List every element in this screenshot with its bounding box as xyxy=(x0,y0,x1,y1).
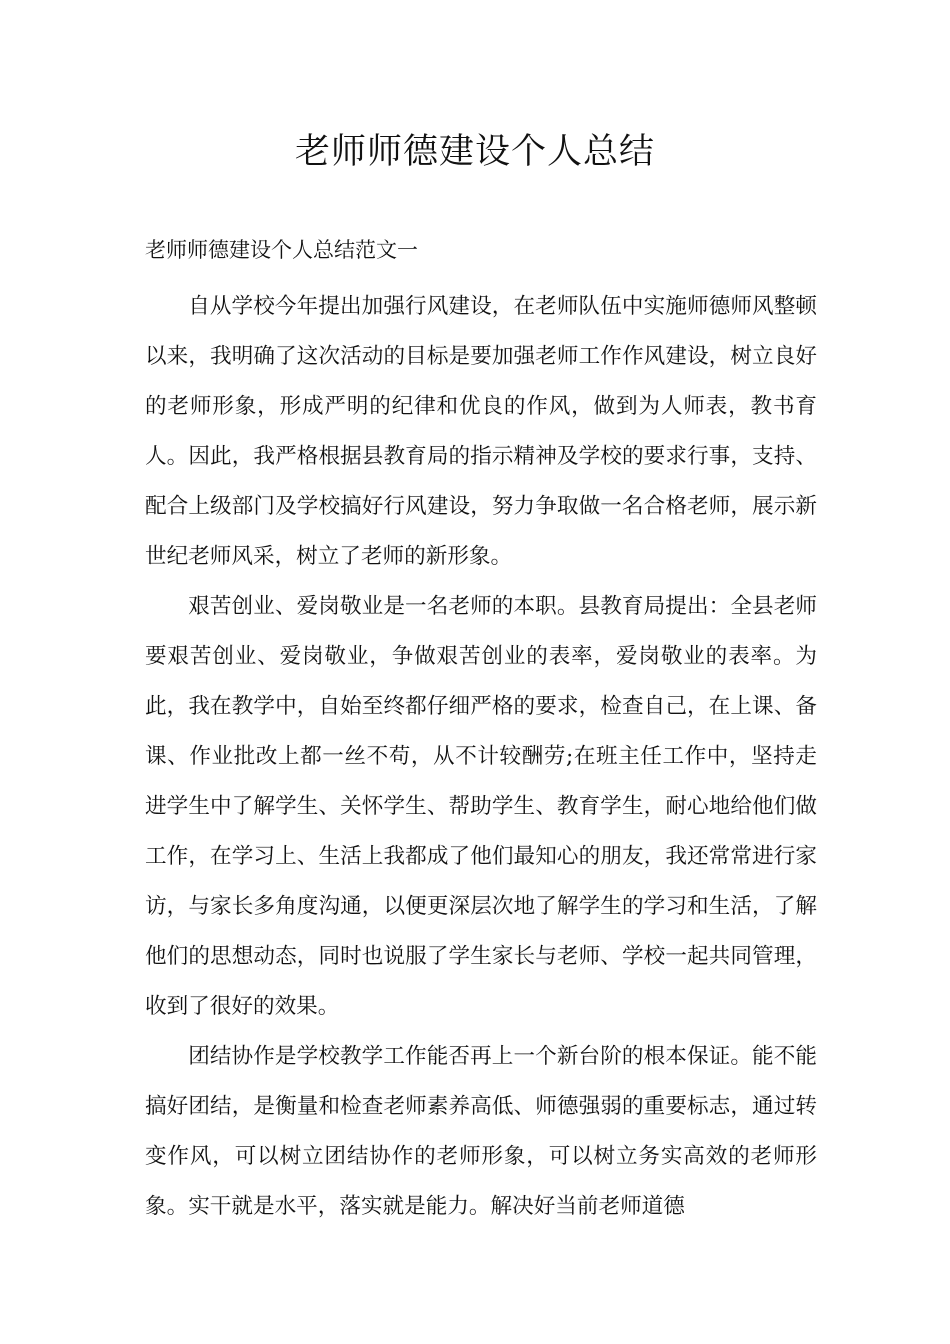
section-heading: 老师师德建设个人总结范文一 xyxy=(145,238,418,262)
document-title: 老师师德建设个人总结 xyxy=(294,132,655,172)
paragraph-1: 自从学校今年提出加强行风建设，在老师队伍中实施师德师风整顿以来，我明确了这次活动的目标是要加强老师工作作风建设，树立良好的老师形象，形成严明的纪律和优良的作风，做到为人师表，教书育人。因此，我严格根据县教育局的指示精神及学校的要求行事，支持、配合上级部门及学校搞好行风建设，努力争取做一名合格老师，展示新世纪老师风采，树立了老师的新形象。 xyxy=(145,294,817,569)
paragraph-3: 团结协作是学校教学工作能否再上一个新台阶的根本保证。能不能搞好团结，是衡量和检查老师素养高低、师德强弱的重要标志，通过转变作风，可以树立团结协作的老师形象，可以树立务实高效的老师形象。实干就是水平，落实就是能力。解决好当前老师道德 xyxy=(145,1044,817,1219)
document-body xyxy=(145,282,817,1232)
paragraph-2: 艰苦创业、爱岗敬业是一名老师的本职。县教育局提出：全县老师要艰苦创业、爱岗敬业，争做艰苦创业的表率，爱岗敬业的表率。为此，我在教学中，自始至终都仔细严格的要求，检查自己，在上课、备课、作业批改上都一丝不苟，从不计较酬劳;在班主任工作中，坚持走进学生中了解学生、关怀学生、帮助学生、教育学生，耐心地给他们做工作，在学习上、生活上我都成了他们最知心的朋友，我还常常进行家访，与家长多角度沟通，以便更深层次地了解学生的学习和生活，了解他们的思想动态，同时也说服了学生家长与老师、学校一起共同管理，收到了很好的效果。 xyxy=(145,594,817,1019)
